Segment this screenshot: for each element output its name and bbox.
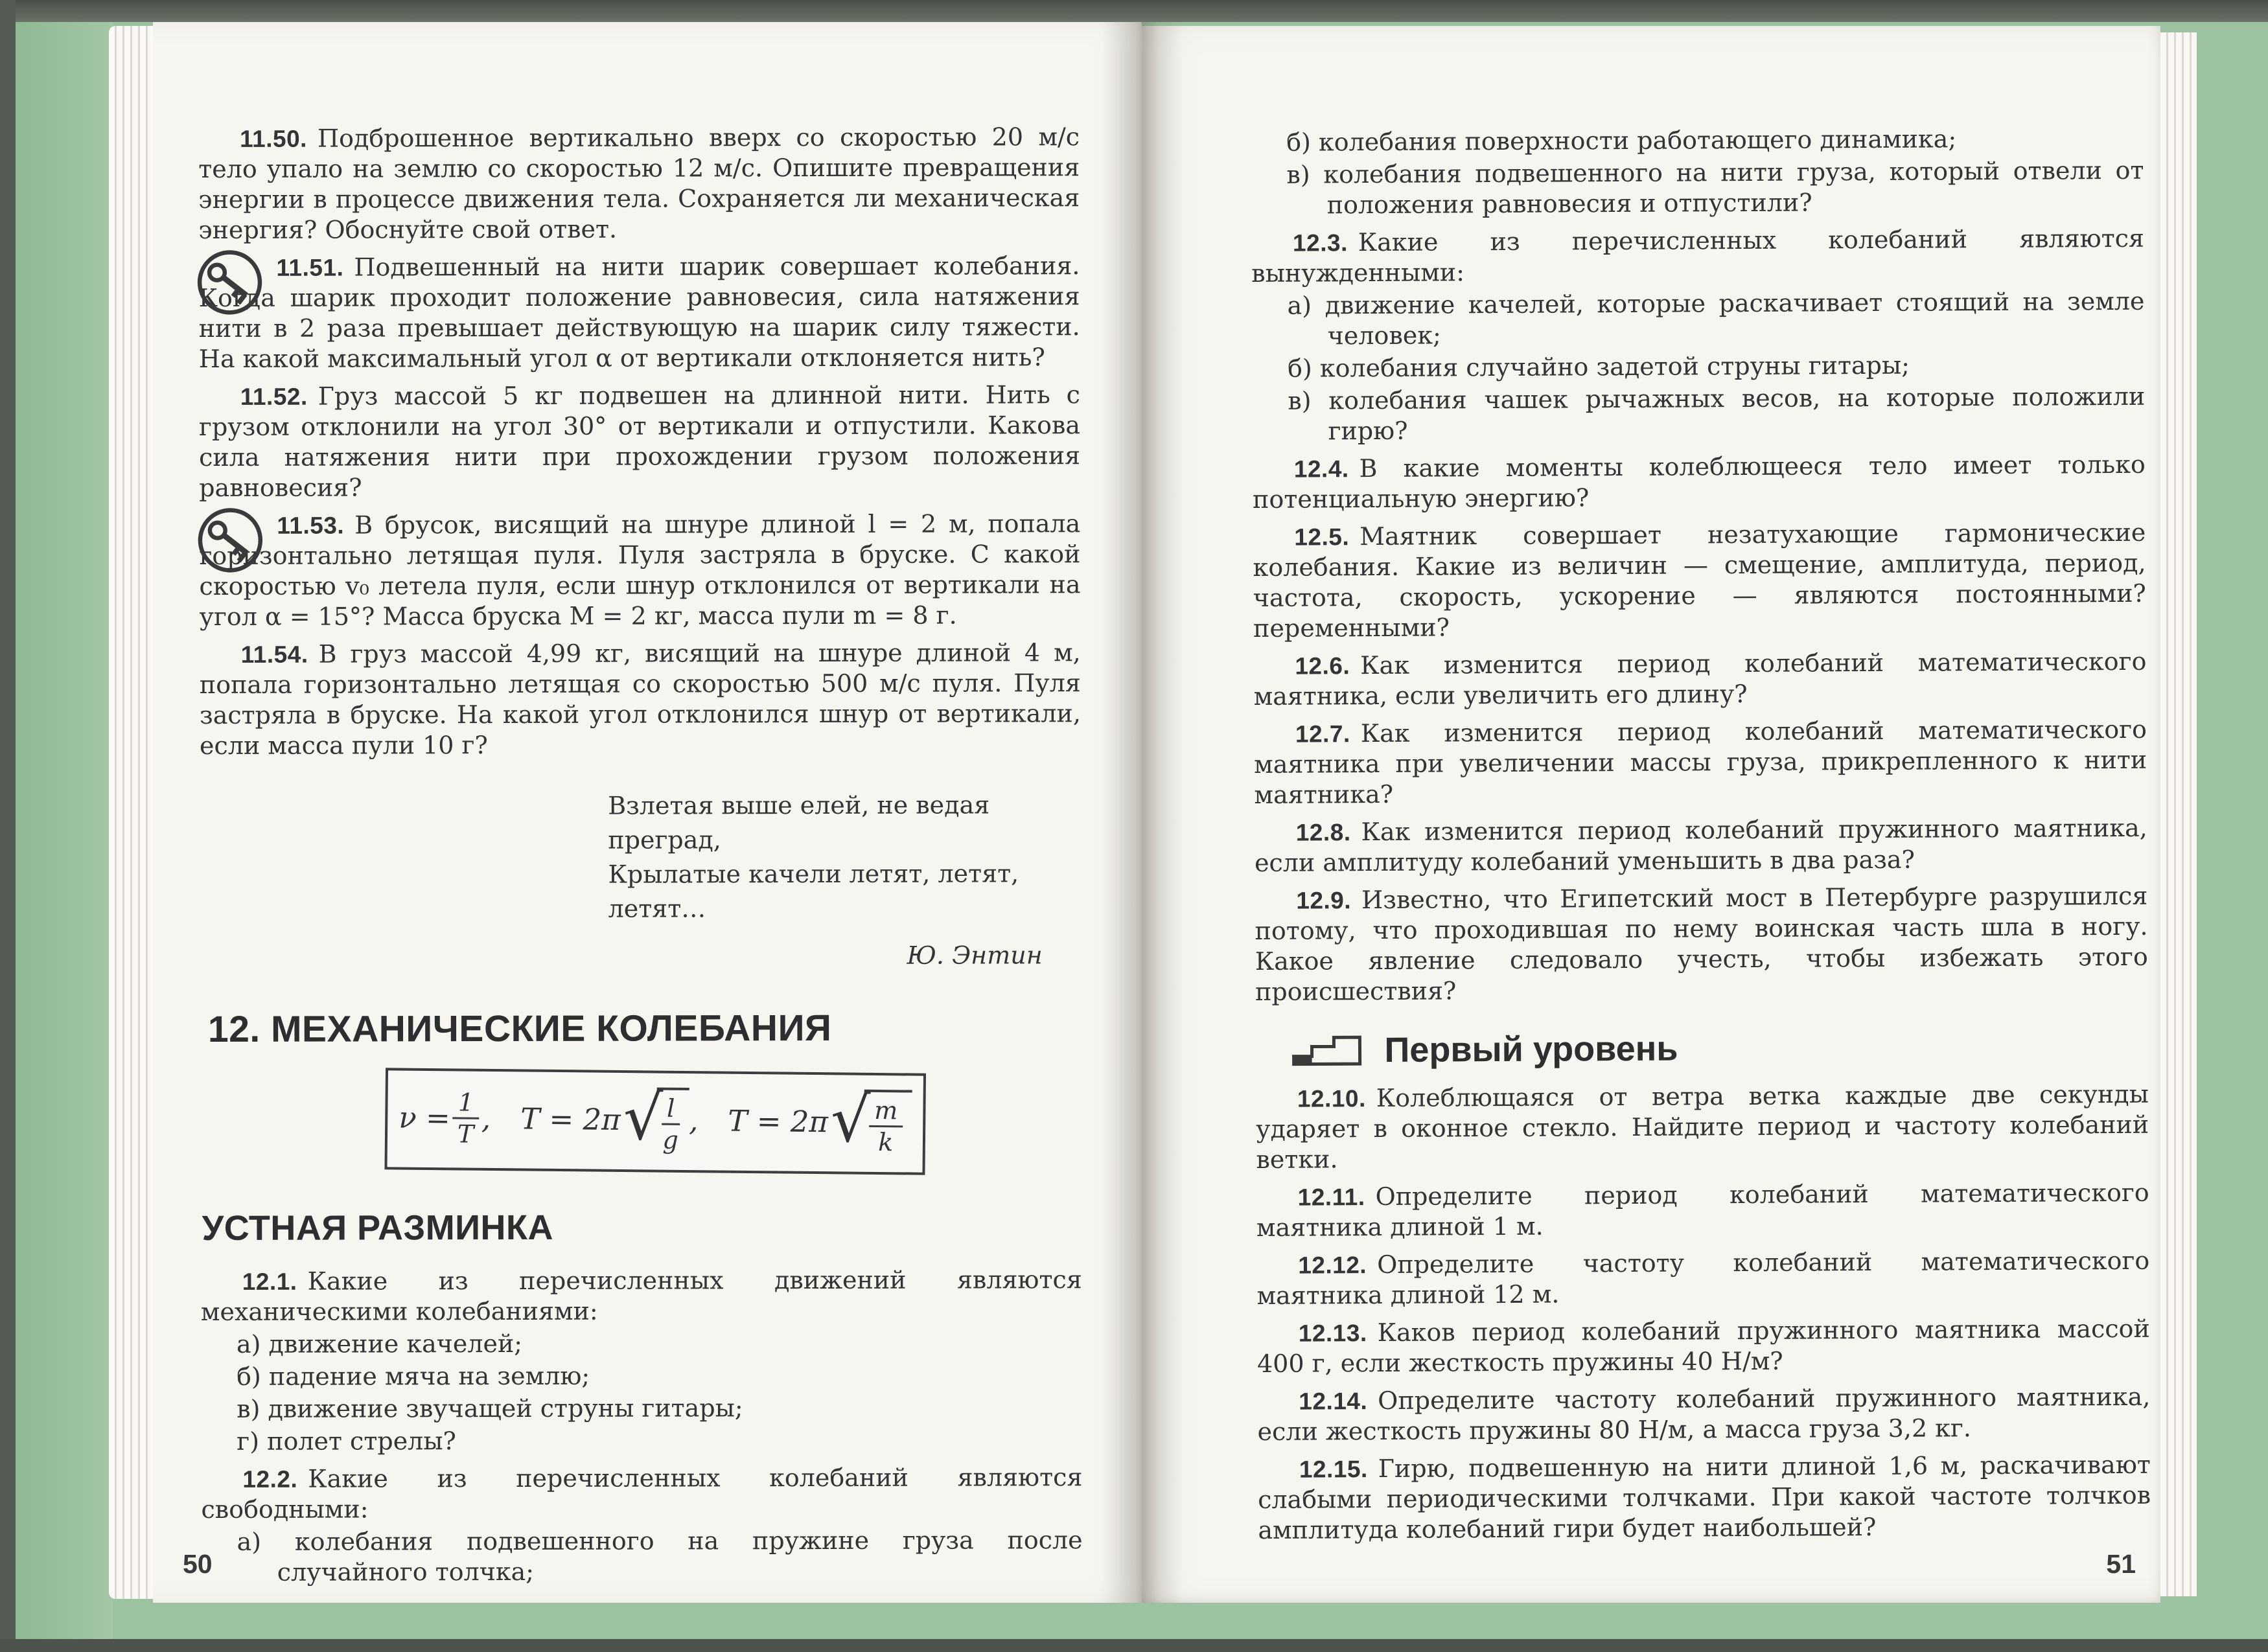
problem-paragraph (198, 251, 1080, 374)
problem-11.50 (198, 122, 1080, 246)
formula-lead: T = 2π (728, 1103, 829, 1140)
problem-number: 11.54. (240, 641, 308, 668)
problem-number: 12.1. (242, 1268, 297, 1295)
problem-number: 12.8. (1295, 819, 1351, 846)
fraction-numerator: m (869, 1097, 903, 1128)
problem-number: 12.5. (1294, 523, 1350, 551)
level-steps-icon (1291, 1034, 1363, 1067)
formula-lead: ν = (399, 1100, 451, 1136)
problem-text: Известно, что Египетский мост в Петербурге разрушился потому, что проходившая по нему воинская часть шла в ногу. Какое явление следовало учесть, чтобы избежать этого происшествия? (1255, 881, 2148, 1006)
formula-box (384, 1068, 926, 1175)
formula (728, 1083, 912, 1157)
problem-12.15 (1258, 1450, 2151, 1546)
problem-number: 12.10. (1297, 1085, 1366, 1112)
problem-number: 12.7. (1295, 720, 1350, 748)
formula (520, 1081, 699, 1154)
problem-text: Подброшенное вертикально вверх со скоростью 20 м/с тело упало на землю со скоростью 12 м/с. Опишите превращения энергии в процессе движения тела. Сохраняется ли механическая энергия? Обоснуйте свой ответ. (198, 122, 1080, 244)
problem-paragraph (1256, 1178, 2149, 1243)
key-icon (195, 505, 265, 575)
problem-12.2 (201, 1462, 1082, 1588)
page-stack-right (2160, 32, 2197, 1596)
epigraph-poem (608, 788, 1082, 974)
problem-paragraph (1255, 881, 2148, 1007)
problem-paragraph (1254, 715, 2147, 810)
option-item: б) колебания поверхности работающего динамика; (1286, 124, 1957, 157)
problem-11.53 (199, 509, 1080, 632)
problem-number: 12.13. (1298, 1320, 1367, 1347)
problem-number: 11.51. (276, 254, 344, 281)
problem-text: Колеблющаяся от ветра ветка каждые две секунды ударяет в оконное стекло. Найдите период и частоту колебаний ветки. (1256, 1079, 2149, 1174)
page-right-content (1251, 116, 2151, 1546)
problem-12.8 (1255, 813, 2147, 878)
fraction (869, 1097, 903, 1156)
problem-number: 11.52. (240, 383, 308, 410)
problem-text: Определите частоту колебаний математического маятника длиной 12 м. (1256, 1246, 2150, 1310)
options-continued (1251, 123, 2144, 221)
problem-paragraph (1256, 1246, 2149, 1311)
problem-paragraph (1256, 1079, 2149, 1175)
subsection-title: УСТНАЯ РАЗМИНКА (202, 1208, 554, 1248)
problem-paragraph (1255, 813, 2147, 878)
fraction-denominator: k (878, 1128, 894, 1157)
poem-line: Взлетая выше елей, не ведая преград, (608, 790, 990, 855)
problem-text: Как изменится период колебаний математического маятника при увеличении массы груза, прикрепленного к нити маятника? (1254, 715, 2147, 809)
option-item: а) движение качелей, которые раскачивает стоящий на земле человек; (1287, 286, 2145, 350)
formula (399, 1089, 491, 1147)
problem-text: В брусок, висящий на шнуре длиной l = 2 м, попала горизонтально летящая пуля. Пуля застряла в бруске. С какой скоростью v₀ летела пуля, если шнур отклонился от вертикали на угол α = 15°? Масса бруска M = 2 кг, масса пули m = 8 г. (199, 509, 1081, 631)
problem-number: 12.6. (1295, 652, 1350, 680)
problem-paragraph (1253, 647, 2146, 712)
formula-tail: , (688, 1103, 699, 1138)
problem-paragraph (1253, 518, 2146, 644)
problem-text: Маятник совершает незатухающие гармонические колебания. Какие из величин — смещение, амплитуда, период, частота, скорость, ускорение — являются постоянными? переменными? (1253, 518, 2146, 643)
problem-number: 12.9. (1296, 887, 1352, 914)
book-top-edge (0, 0, 2268, 22)
problem-text: Подвешенный на нити шарик совершает колебания. Когда шарик проходит положение равновесия, сила натяжения нити в 2 раза превышает действующую на шарик силу тяжести. На какой максимальный угол α от вертикали отклоняется нить? (198, 251, 1080, 373)
problem-paragraph (1257, 1382, 2150, 1447)
problem-number: 11.53. (277, 512, 345, 539)
problem-12.12 (1256, 1246, 2149, 1311)
page-stack-left (109, 26, 154, 1599)
page-number-right: 51 (2106, 1549, 2136, 1579)
book-left-edge (0, 0, 16, 1652)
problem-text: В какие моменты колеблющееся тело имеет только потенциальную энергию? (1252, 450, 2146, 514)
problem-text: Определите частоту колебаний пружинного маятника, если жесткость пружины 80 Н/м, а масса груза 3,2 кг. (1257, 1382, 2151, 1446)
option-item: в) движение звучащей струны гитары; (237, 1394, 743, 1423)
book-bottom-edge (0, 1639, 2268, 1652)
problem-text: Какие из перечисленных движений являются механическими колебаниями: (200, 1265, 1082, 1326)
option-item: в) колебания чашек рычажных весов, на которые положили гирю? (1288, 382, 2146, 446)
problem-12.10 (1256, 1079, 2149, 1175)
poem-line: Крылатые качели летят, летят, летят… (608, 859, 1019, 923)
formula-tail: , (481, 1101, 491, 1136)
level-header (1291, 1029, 2148, 1070)
problem-11.51 (198, 251, 1080, 374)
problem-text: В груз массой 4,99 кг, висящий на шнуре длиной 4 м, попала горизонтально летящая со скоростью 500 м/с пуля. Пуля застряла в бруске. На какой угол отклонился шнур от вертикали, если масса пули 10 г? (199, 638, 1081, 760)
problem-12.14 (1257, 1382, 2150, 1447)
problem-paragraph (1253, 450, 2146, 515)
problem-text: Какие из перечисленных колебаний являются свободными: (201, 1463, 1083, 1524)
problem-12.11 (1256, 1178, 2149, 1243)
problem-paragraph (201, 1462, 1082, 1525)
problem-paragraph (199, 380, 1080, 503)
problem-paragraph (198, 122, 1080, 246)
fraction-numerator: l (662, 1096, 680, 1125)
problem-number: 11.50. (240, 125, 307, 152)
problem-number: 12.2. (242, 1465, 298, 1493)
problem-number: 12.12. (1298, 1252, 1367, 1279)
chapter-title: 12. МЕХАНИЧЕСКИЕ КОЛЕБАНИЯ (207, 1007, 832, 1050)
problem-number: 12.14. (1299, 1388, 1368, 1415)
problem-number: 12.4. (1293, 455, 1349, 483)
problem-text: Каков период колебаний пружинного маятника массой 400 г, если жесткость пружины 40 Н/м? (1256, 1314, 2150, 1378)
problem-paragraph (1257, 1314, 2150, 1379)
square-root (623, 1081, 689, 1154)
page-left-content (198, 115, 1083, 1590)
problem-12.5 (1253, 518, 2146, 644)
square-root (830, 1083, 912, 1157)
problem-number: 12.15. (1299, 1456, 1368, 1483)
problem-text: Как изменится период колебаний пружинного маятника, если амплитуду колебаний уменьшить в два раза? (1254, 813, 2147, 877)
fraction-denominator: T (457, 1119, 474, 1149)
problem-12.1 (201, 1265, 1083, 1457)
problem-text: Гирю, подвешенную на нити длиной 1,6 м, раскачивают слабыми периодическими толчками. При какой частоте толчков амплитуда колебаний гири будет наибольшей? (1258, 1450, 2151, 1544)
problem-number: 12.11. (1297, 1184, 1365, 1211)
problem-number: 12.3. (1292, 229, 1348, 257)
problem-12.3 (1251, 224, 2146, 447)
fraction (661, 1096, 680, 1153)
formula-lead: T = 2π (520, 1101, 621, 1137)
radical-sign: √ (830, 1083, 871, 1156)
problem-12.13 (1257, 1314, 2150, 1379)
page-right (1142, 26, 2160, 1603)
book-cover-left (16, 22, 113, 1639)
page-number-left: 50 (183, 1549, 213, 1579)
option-item: а) движение качелей; (236, 1329, 523, 1359)
problem-11.52 (199, 380, 1080, 503)
option-item: г) полет стрелы? (237, 1427, 456, 1456)
option-item: б) падение мяча на землю; (237, 1361, 590, 1391)
problem-12.4 (1253, 450, 2146, 515)
radical-sign: √ (623, 1081, 664, 1154)
option-item: а) колебания подвешенного на пружине груза после случайного толчка; (237, 1526, 1083, 1587)
option-item: б) колебания случайно задетой струны гитары; (1287, 350, 1910, 383)
fraction-numerator: 1 (453, 1089, 480, 1119)
problem-12.6 (1253, 647, 2146, 712)
problem-paragraph (1251, 224, 2144, 289)
level-title: Первый уровень (1384, 1029, 1678, 1070)
problem-text: Какие из перечисленных колебаний являются вынужденными: (1251, 224, 2145, 288)
fraction (452, 1089, 479, 1147)
problem-paragraph (201, 1265, 1082, 1327)
root-content (864, 1090, 912, 1156)
poem-author: Ю. Энтин (907, 941, 1043, 970)
problem-text: Определите период колебаний математического маятника длиной 1 м. (1256, 1178, 2149, 1242)
key-icon (194, 247, 264, 317)
page-left (153, 22, 1142, 1603)
problem-12.9 (1255, 881, 2148, 1007)
problem-text: Как изменится период колебаний математического маятника, если увеличить его длину? (1253, 647, 2147, 711)
problem-paragraph (199, 509, 1080, 632)
problem-paragraph (200, 637, 1081, 761)
problem-12.7 (1254, 715, 2147, 810)
problem-paragraph (1258, 1450, 2151, 1546)
problem-text: Груз массой 5 кг подвешен на длинной нити. Нить с грузом отклонили на угол 30° от вертикали и отпустили. Какова сила натяжения нити при прохождении грузом положения равновесия? (198, 380, 1081, 502)
problem-11.54 (200, 637, 1081, 761)
option-item: в) колебания подвешенного на нити груза, который отвели от положения равновесия и отпустили? (1286, 155, 2144, 220)
fraction-denominator: g (662, 1125, 679, 1154)
